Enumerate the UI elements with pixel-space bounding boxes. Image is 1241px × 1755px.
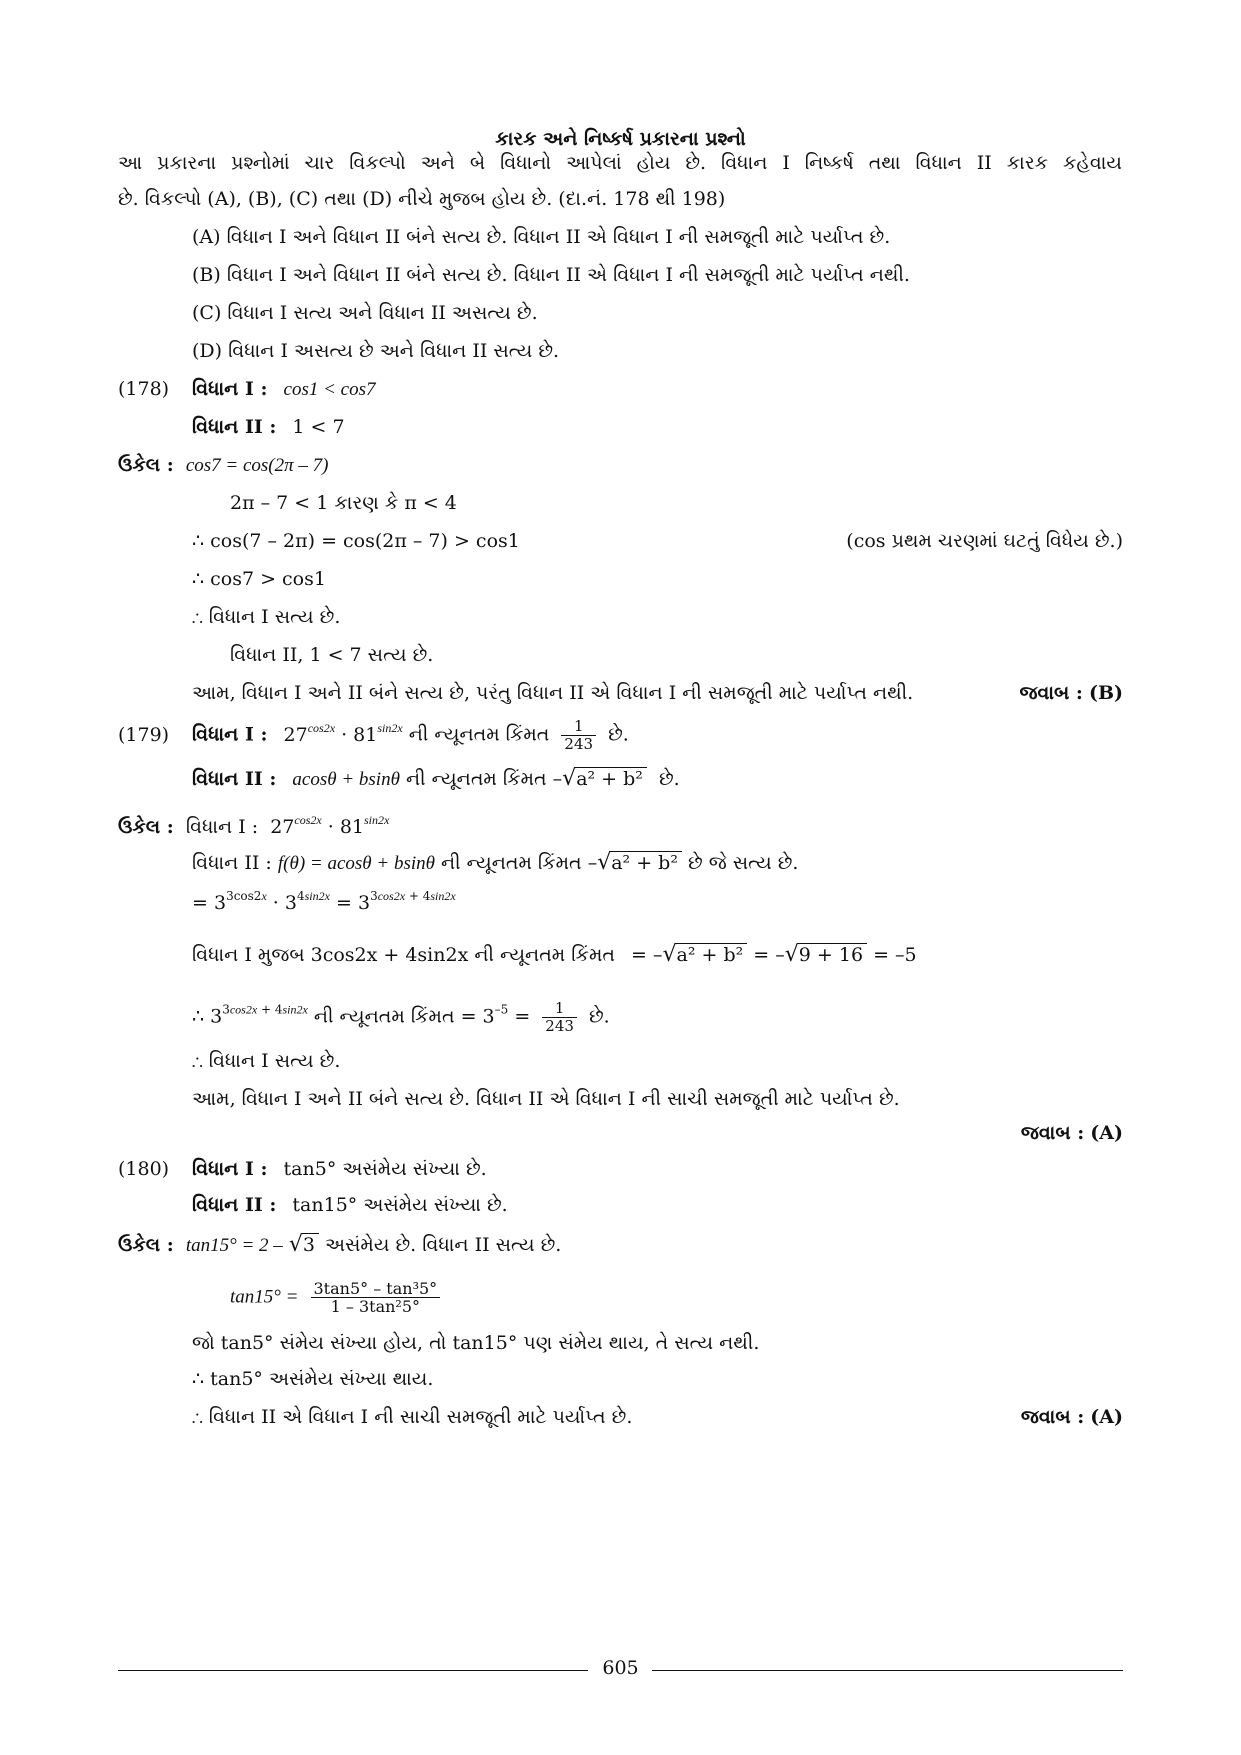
intro-line-2: છે. વિકલ્પો (A), (B), (C) તથા (D) નીચે મુજબ હોય છે. (દા.નં. 178 થી 198) — [118, 188, 726, 210]
option-a: (A) વિધાન I અને વિધાન II બંને સત્ય છે. વિધાન II એ વિધાન I ની સમજૂતી માટે પર્યાપ્ત છે. — [192, 226, 891, 248]
q178-solution-4: ∴ cos7 > cos1 — [192, 568, 326, 590]
statement-2-label: વિધાન II : — [192, 768, 277, 790]
q180-answer-value: (A) — [1090, 1406, 1123, 1428]
statement-1-label: વિધાન I : — [192, 723, 268, 746]
q179-statement-2-expr: acosθ + bsinθ — [292, 769, 400, 790]
q179-solution-5: ∴ $3^{3cos2x + 4sin2x}$ ની ન્યૂનતમ કિંમત = $3^{-5}$ = $\frac{1}{243}$ છે. — [192, 999, 610, 1035]
answer-label: જવાબ : — [1019, 682, 1083, 704]
q179-statement-2: વિધાન II : acosθ + bsinθ ની ન્યૂનતમ કિંમત –√a² + b² છે. — [192, 766, 680, 791]
q179-solution-6: ∴ વિધાન I સત્ય છે. — [192, 1050, 341, 1072]
question-number-179: (179) — [118, 724, 170, 746]
q179-statement-1: વિધાન I : $27^{cos2x} \cdot 81^{sin2x}$ ની ન્યૂનતમ કિંમત $\frac{1}{243}$ છે. — [192, 717, 629, 753]
solution-label: ઉકેલ : — [118, 454, 174, 476]
q180-solution-4: ∴ tan5° અસંમેય સંખ્યા થાય. — [192, 1368, 434, 1390]
q178-solution-7: આમ, વિધાન I અને II બંને સત્ય છે, પરંતુ વિધાન II એ વિધાન I ની સમજૂતી માટે પર્યાપ્ત નથી. — [192, 682, 914, 704]
q179-solution-2: વિધાન II : f(θ) = acosθ + bsinθ ની ન્યૂનતમ કિંમત –√a² + b² છે જે સત્ય છે. — [192, 850, 799, 875]
q180-solution-3: જો tan5° સંમેય સંખ્યા હોય, તો tan15° પણ સંમેય થાય, તે સત્ય નથી. — [192, 1332, 760, 1354]
option-d: (D) વિધાન I અસત્ય છે અને વિધાન II સત્ય છે. — [192, 340, 560, 362]
q180-answer: જવાબ : (A) — [1020, 1406, 1123, 1428]
q178-statement-1 — [192, 376, 376, 403]
q180-solution-2: tan15° = $\frac{\text{3tan5° – tan³5°}}{\text{1 – 3tan²5°}}$ — [230, 1280, 446, 1315]
q180-statement-2: વિધાન II : tan15° અસંમેય સંખ્યા છે. — [192, 1194, 508, 1216]
section-title: કારક અને નિષ્કર્ષ પ્રકારના પ્રશ્નો — [495, 128, 746, 150]
q178-solution-1 — [118, 452, 328, 479]
q179-solution-1: ઉકેલ : વિધાન I : $27^{cos2x} \cdot 81^{sin2x}$ — [118, 813, 390, 838]
q178-solution-5: ∴ વિધાન I સત્ય છે. — [192, 606, 341, 628]
q178-answer-value: (B) — [1088, 682, 1123, 704]
q179-solution-4: વિધાન I મુજબ 3cos2x + 4sin2x ની ન્યૂનતમ કિંમત = –√a² + b² = –√9 + 16 = –5 — [192, 942, 917, 967]
q178-statement-2 — [192, 414, 345, 440]
q178-solution-3: ∴ cos(7 – 2π) = cos(2π – 7) > cos1 — [192, 530, 520, 552]
option-c: (C) વિધાન I સત્ય અને વિધાન II અસત્ય છે. — [192, 302, 538, 324]
q178-solution-6: વિધાન II, 1 < 7 સત્ય છે. — [230, 644, 434, 666]
page-number: 605 — [602, 1657, 639, 1679]
q178-solution-2: 2π – 7 < 1 કારણ કે π < 4 — [230, 492, 457, 514]
q178-solution-text-1: cos7 = cos(2π – 7) — [185, 455, 329, 476]
statement-1-label: વિધાન I : — [192, 378, 268, 400]
question-number-180: (180) — [118, 1158, 170, 1180]
q180-statement-1: વિધાન I : tan5° અસંમેય સંખ્યા છે. — [192, 1158, 487, 1180]
option-b: (B) વિધાન I અને વિધાન II બંને સત્ય છે. વિધાન II એ વિધાન I ની સમજૂતી માટે પર્યાપ્ત નથી. — [192, 264, 910, 286]
q178-solution-note: (cos પ્રથમ ચરણમાં ઘટતું વિધેય છે.) — [846, 530, 1123, 552]
q178-statement-1-text: cos1 < cos7 — [283, 379, 376, 400]
solution-label: ઉકેલ : — [118, 816, 174, 838]
q178-answer — [1020, 680, 1123, 706]
q180-solution-5: ∴ વિધાન II એ વિધાન I ની સાચી સમજૂતી માટે પર્યાપ્ત છે. — [192, 1406, 633, 1428]
statement-2-label: વિધાન II : — [192, 416, 277, 438]
q179-solution-7: આમ, વિધાન I અને II બંને સત્ય છે. વિધાન II એ વિધાન I ની સાચી સમજૂતી માટે પર્યાપ્ત છે. — [192, 1088, 900, 1110]
q179-answer-value: (A) — [1090, 1122, 1123, 1144]
q179-answer: જવાબ : (A) — [1020, 1122, 1123, 1144]
question-number-178: (178) — [118, 378, 170, 400]
intro-line-1: આ પ્રકારના પ્રશ્નોમાં ચાર વિકલ્પો અને બે વિધાનો આપેલાં હોય છે. વિધાન I નિષ્કર્ષ તથા વિધાન II કારક કહેવાય — [118, 152, 1122, 174]
fraction-1-over-243: $\frac{1}{243}$ — [561, 718, 596, 753]
q178-statement-2-text: 1 < 7 — [292, 416, 345, 438]
min-value-text: ની ન્યૂનતમ કિંમત — [408, 723, 550, 746]
q179-solution-3: = $3^{3cos2x} \cdot 3^{4sin2x} = 3^{3cos2x + 4sin2x}$ — [192, 889, 456, 914]
sqrt-a2-b2: a² + b² — [574, 767, 647, 790]
q180-solution-1: ઉકેલ : tan15° = 2 – √3 અસંમેય છે. વિધાન II સત્ય છે. — [118, 1232, 562, 1257]
